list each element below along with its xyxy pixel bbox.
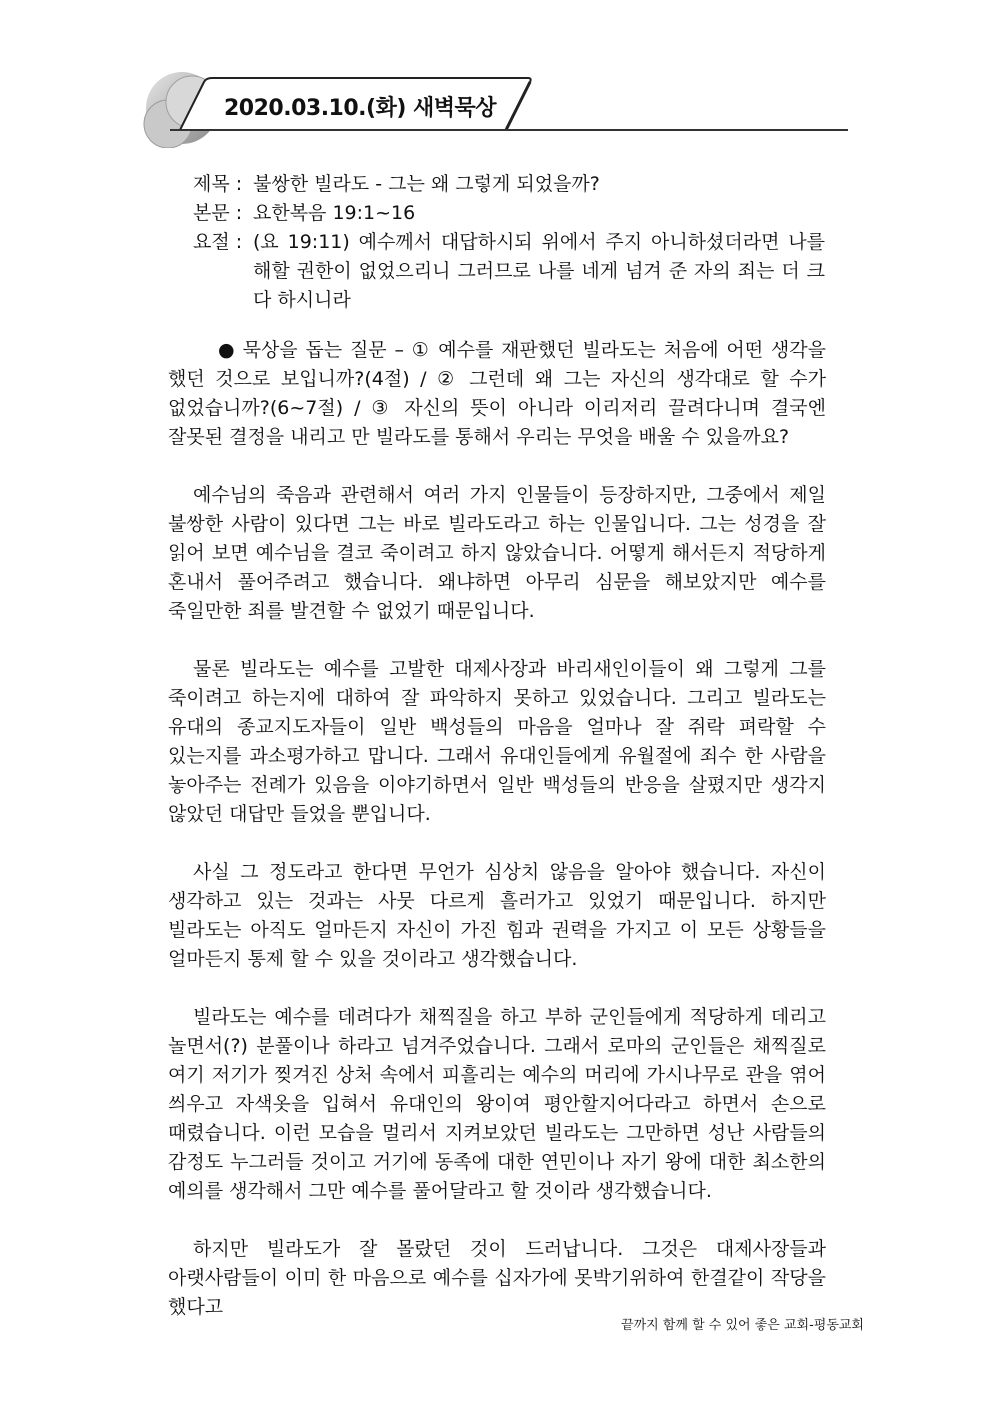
body-paragraph: 사실 그 정도라고 한다면 무언가 심상치 않음을 알아야 했습니다. 자신이 생각하고 있는 것과는 사뭇 다르게 흘러가고 있었기 때문입니다. 하지만 빌라도는 아직도 얼마든지 자신이 가진 힘과 권력을 가지고 이 모든 상황들을 얼마든지 통제 할 수 있을 것이라고 생각했습니다. [168,861,826,970]
meta-verse-value: (요 19:11) 예수께서 대답하시되 위에서 주지 아니하셨더라면 나를 해할 권한이 없었으리니 그러므로 나를 네게 넘겨 준 자의 죄는 더 크다 하시니라 [253,231,825,311]
sermon-body [168,336,826,1351]
meta-passage-row [193,199,825,228]
meta-passage-label: 본문 : [193,202,243,224]
meta-title-label: 제목 : [193,173,243,195]
meta-title-value: 불쌍한 빌라도 - 그는 왜 그렇게 되었을까? [253,173,600,195]
header-title: 2020.03.10.(화) 새벽묵상 [224,96,497,121]
question-paragraph [168,336,826,452]
meta-verse-label: 요절 : [193,231,243,253]
body-paragraph: 예수님의 죽음과 관련해서 여러 가지 인물들이 등장하지만, 그중에서 제일 불쌍한 사람이 있다면 그는 바로 빌라도라고 하는 인물입니다. 그는 성경을 잘 읽어 보면 예수님을 결코 죽이려고 하지 않았습니다. 어떻게 해서든지 적당하게 혼내서 풀어주려고 했습니다. 왜냐하면 아무리 심문을 해보았지만 예수를 죽일만한 죄를 발견할 수 없었기 때문입니다. [168,484,826,622]
sermon-meta [193,170,825,315]
meta-title-row [193,170,825,199]
page-footer: 끝까지 함께 할 수 있어 좋은 교회-평동교회 [621,1318,864,1333]
question-text: 묵상을 돕는 질문 – ① 예수를 재판했던 빌라도는 처음에 어떤 생각을 했던 것으로 보입니까?(4절) / ② 그런데 왜 그는 자신의 생각대로 할 수가 없었습니까?(6~7절) / ③ 자신의 뜻이 아니라 이리저리 끌려다니며 결국엔 잘못된 결정을 내리고 만 빌라도를 통해서 우리는 무엇을 배울 수 있을까요? [168,339,826,448]
meta-verse-row [193,228,825,315]
body-paragraph: 하지만 빌라도가 잘 몰랐던 것이 드러납니다. 그것은 대제사장들과 아랫사람들이 이미 한 마음으로 예수를 십자가에 못박기위하여 한결같이 작당을 했다고 [168,1238,826,1318]
page-header [140,68,852,148]
meta-passage-value: 요한복음 19:1~16 [253,202,416,224]
bullet-icon: ● [218,339,235,361]
body-paragraph: 빌라도는 예수를 데려다가 채찍질을 하고 부하 군인들에게 적당하게 데리고 놀면서(?) 분풀이나 하라고 넘겨주었습니다. 그래서 로마의 군인들은 채찍질로 여기 저기가 찢겨진 상처 속에서 피흘리는 예수의 머리에 가시나무로 관을 엮어 씌우고 자색옷을 입혀서 유대인의 왕이여 평안할지어다라고 하면서 손으로 때렸습니다. 이런 모습을 멀리서 지켜보았던 빌라도는 그만하면 성난 사람들의 감정도 누그러들 것이고 거기에 동족에 대한 연민이나 자기 왕에 대한 최소한의 예의를 생각해서 그만 예수를 풀어달라고 할 것이라 생각했습니다. [168,1006,826,1202]
body-paragraph: 물론 빌라도는 예수를 고발한 대제사장과 바리새인이들이 왜 그렇게 그를 죽이려고 하는지에 대하여 잘 파악하지 못하고 있었습니다. 그리고 빌라도는 유대의 종교지도자들이 일반 백성들의 마음을 얼마나 잘 쥐락 펴락할 수 있는지를 과소평가하고 맙니다. 그래서 유대인들에게 유월절에 죄수 한 사람을 놓아주는 전례가 있음을 이야기하면서 일반 백성들의 반응을 살폈지만 생각지 않았던 대답만 들었을 뿐입니다. [168,658,826,825]
